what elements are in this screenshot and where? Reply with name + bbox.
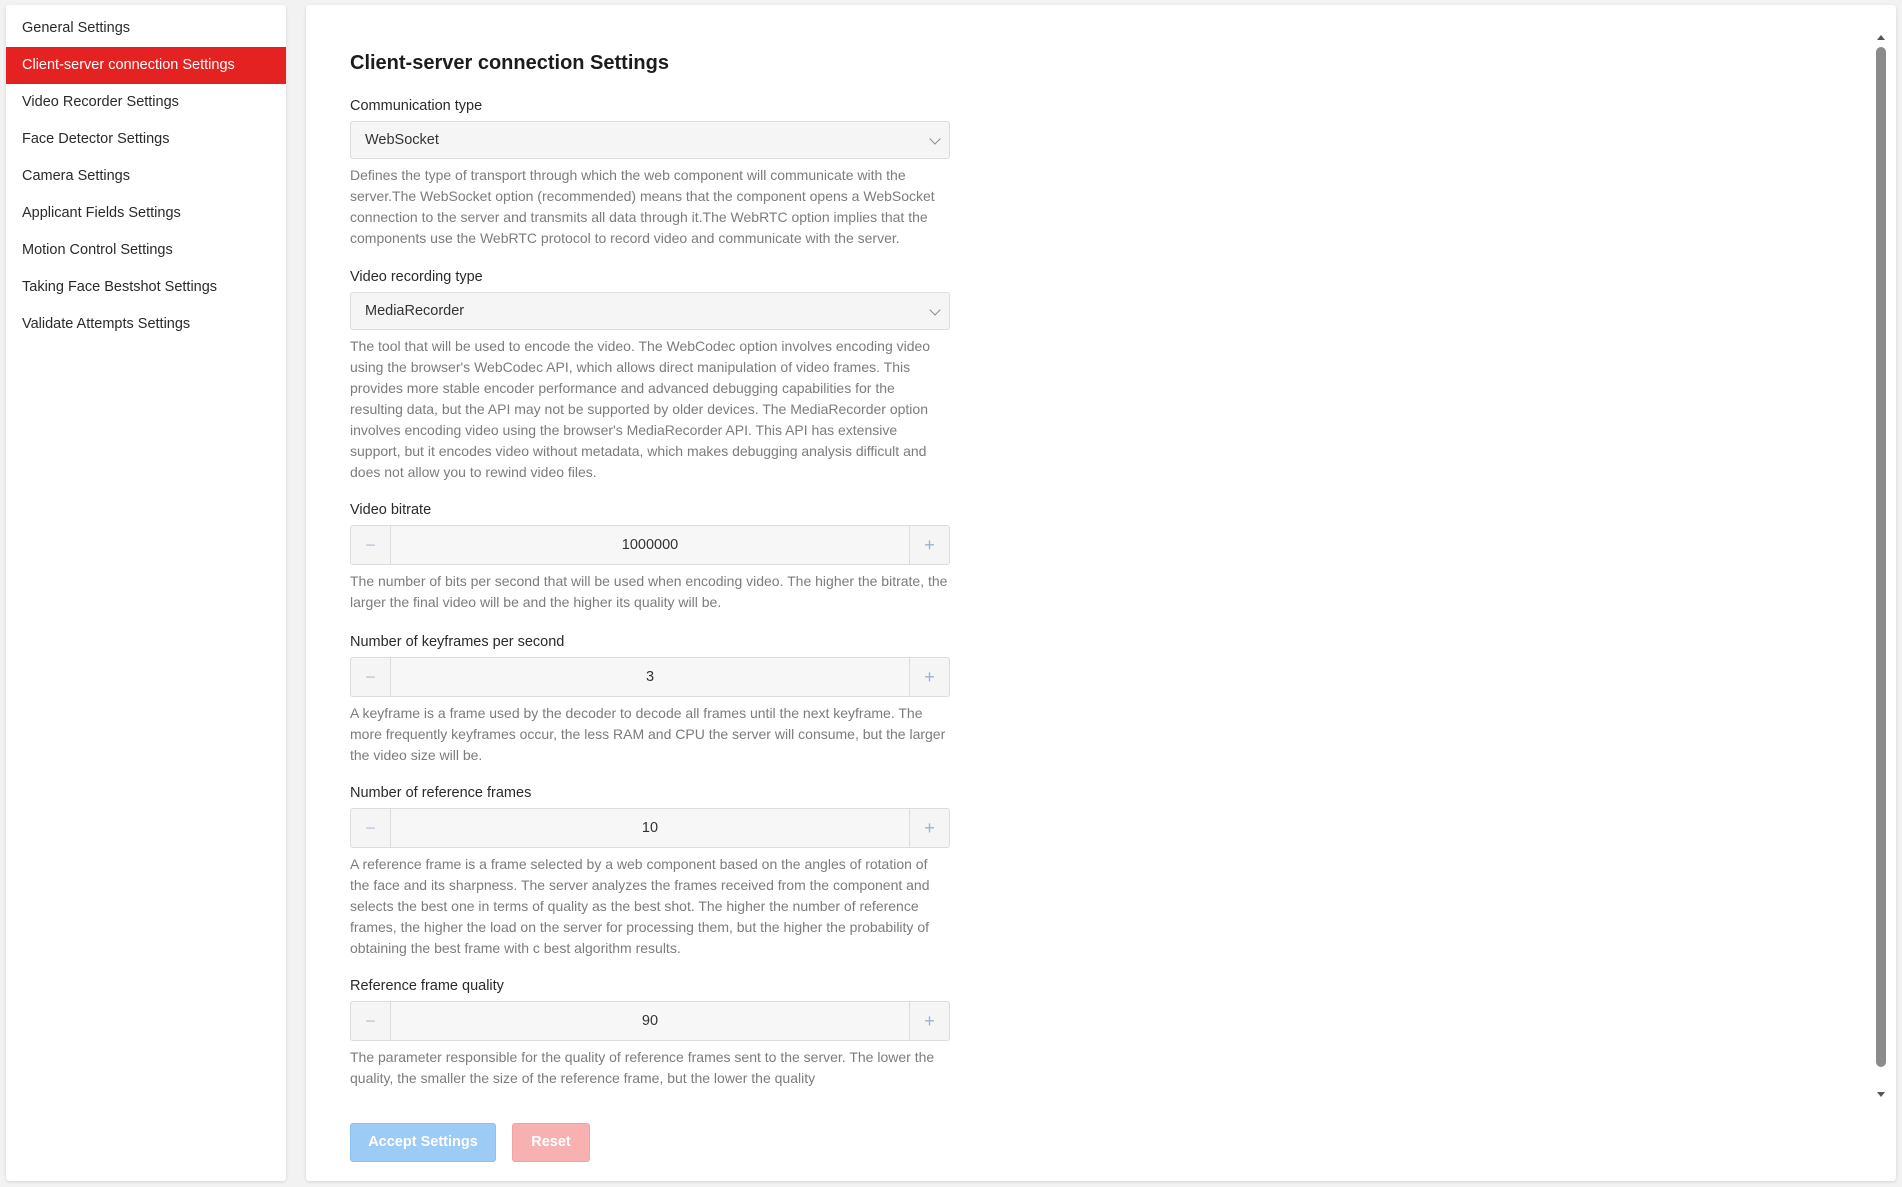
decrement-button[interactable]: − xyxy=(351,658,391,696)
video-recording-type-value: MediaRecorder xyxy=(365,303,465,319)
reset-button[interactable]: Reset xyxy=(512,1123,590,1162)
reference-frames-label: Number of reference frames xyxy=(350,785,532,801)
increment-button[interactable]: + xyxy=(909,1002,949,1040)
keyframes-description: A keyframe is a frame used by the decoder to decode all frames until the next keyframe. The more frequently keyframes occur, the less RAM and CPU the server will consume, but the larger the video size will be. xyxy=(350,705,946,763)
reference-frame-quality-input[interactable]: 90 xyxy=(391,1002,909,1040)
decrement-button[interactable]: − xyxy=(351,809,391,847)
settings-sidebar xyxy=(6,5,286,1181)
reference-frames-input[interactable]: 10 xyxy=(391,809,909,847)
scrollbar-thumb[interactable] xyxy=(1876,47,1886,1067)
video-bitrate-group xyxy=(350,500,1861,613)
sidebar-item-validate-attempts-settings[interactable]: Validate Attempts Settings xyxy=(22,316,191,332)
chevron-down-icon xyxy=(929,133,940,144)
keyframes-label: Number of keyframes per second xyxy=(350,634,565,650)
sidebar-item-general-settings[interactable]: General Settings xyxy=(22,20,131,36)
decrement-button[interactable]: − xyxy=(351,1002,391,1040)
scroll-down-icon[interactable] xyxy=(1877,1092,1885,1097)
sidebar-item-taking-face-bestshot-settings[interactable]: Taking Face Bestshot Settings xyxy=(22,279,218,295)
reference-frame-quality-stepper xyxy=(350,1001,950,1041)
reference-frames-stepper xyxy=(350,808,950,848)
video-recording-type-description: The tool that will be used to encode the video. The WebCodec option involves encoding video using the browser's WebCodec API, which allows direct manipulation of video frames. This provides more stable encoder performance and advanced debugging capabilities for the resulting data, but the API may not be supported by older devices. The MediaRecorder option involves encoding video using the browser's MediaRecorder API. This API has extensive support, but it encodes video without metadata, which makes debugging analysis difficult and does not allow you to rewind video files. xyxy=(350,338,931,480)
sidebar-item-camera-settings[interactable]: Camera Settings xyxy=(22,168,130,184)
keyframes-input[interactable]: 3 xyxy=(391,658,909,696)
video-bitrate-description: The number of bits per second that will be used when encoding video. The higher the bitrate, the larger the final video will be and the higher its quality will be. xyxy=(350,573,948,610)
video-bitrate-stepper xyxy=(350,525,950,565)
increment-button[interactable]: + xyxy=(909,809,949,847)
sidebar-item-motion-control-settings[interactable]: Motion Control Settings xyxy=(22,242,173,258)
reference-frame-quality-description: The parameter responsible for the quality of reference frames sent to the server. The lower the quality, the smaller the size of the reference frame, but the lower the quality xyxy=(350,1049,935,1086)
reference-frames-description: A reference frame is a frame selected by a web component based on the angles of rotation of the face and its sharpness. The server analyzes the frames received from the component and selects the best one in terms of quality as the best shot. The higher the number of reference frames, the higher the load on the server for processing them, but the higher the probability of obtaining the best frame with c best algorithm results. xyxy=(350,856,930,956)
communication-type-value: WebSocket xyxy=(365,132,439,148)
sidebar-item-client-server-connection-settings[interactable]: Client-server connection Settings xyxy=(6,47,286,84)
sidebar-item-face-detector-settings[interactable]: Face Detector Settings xyxy=(22,131,170,147)
decrement-button[interactable]: − xyxy=(351,526,391,564)
settings-form xyxy=(306,5,1861,1090)
page-title: Client-server connection Settings xyxy=(350,52,669,74)
video-bitrate-input[interactable]: 1000000 xyxy=(391,526,909,564)
increment-button[interactable]: + xyxy=(909,526,949,564)
chevron-down-icon xyxy=(929,304,940,315)
reference-frame-quality-label: Reference frame quality xyxy=(350,978,504,994)
communication-type-description: Defines the type of transport through which the web component will communicate with the server.The WebSocket option (recommended) means that the component opens a WebSocket connection to the server and transmits all data through it.The WebRTC option implies that the components use the WebRTC protocol to record video and communicate with the server. xyxy=(350,167,935,246)
increment-button[interactable]: + xyxy=(909,658,949,696)
vertical-scrollbar[interactable] xyxy=(1874,25,1888,1103)
sidebar-item-video-recorder-settings[interactable]: Video Recorder Settings xyxy=(22,94,179,110)
video-recording-type-group xyxy=(350,267,1861,483)
video-recording-type-select[interactable] xyxy=(350,292,950,330)
communication-type-select[interactable] xyxy=(350,121,950,159)
video-bitrate-label: Video bitrate xyxy=(350,502,432,518)
sidebar-item-applicant-fields-settings[interactable]: Applicant Fields Settings xyxy=(22,205,181,221)
reference-frame-quality-group xyxy=(350,976,1861,1089)
communication-type-group xyxy=(350,96,1861,249)
keyframes-stepper xyxy=(350,657,950,697)
form-actions xyxy=(350,1123,590,1162)
reference-frames-group xyxy=(350,783,1861,959)
communication-type-label: Communication type xyxy=(350,98,483,114)
keyframes-group xyxy=(350,632,1861,766)
settings-panel xyxy=(306,5,1896,1181)
accept-settings-button[interactable]: Accept Settings xyxy=(350,1123,496,1162)
scroll-up-icon[interactable] xyxy=(1877,35,1885,40)
video-recording-type-label: Video recording type xyxy=(350,269,483,285)
